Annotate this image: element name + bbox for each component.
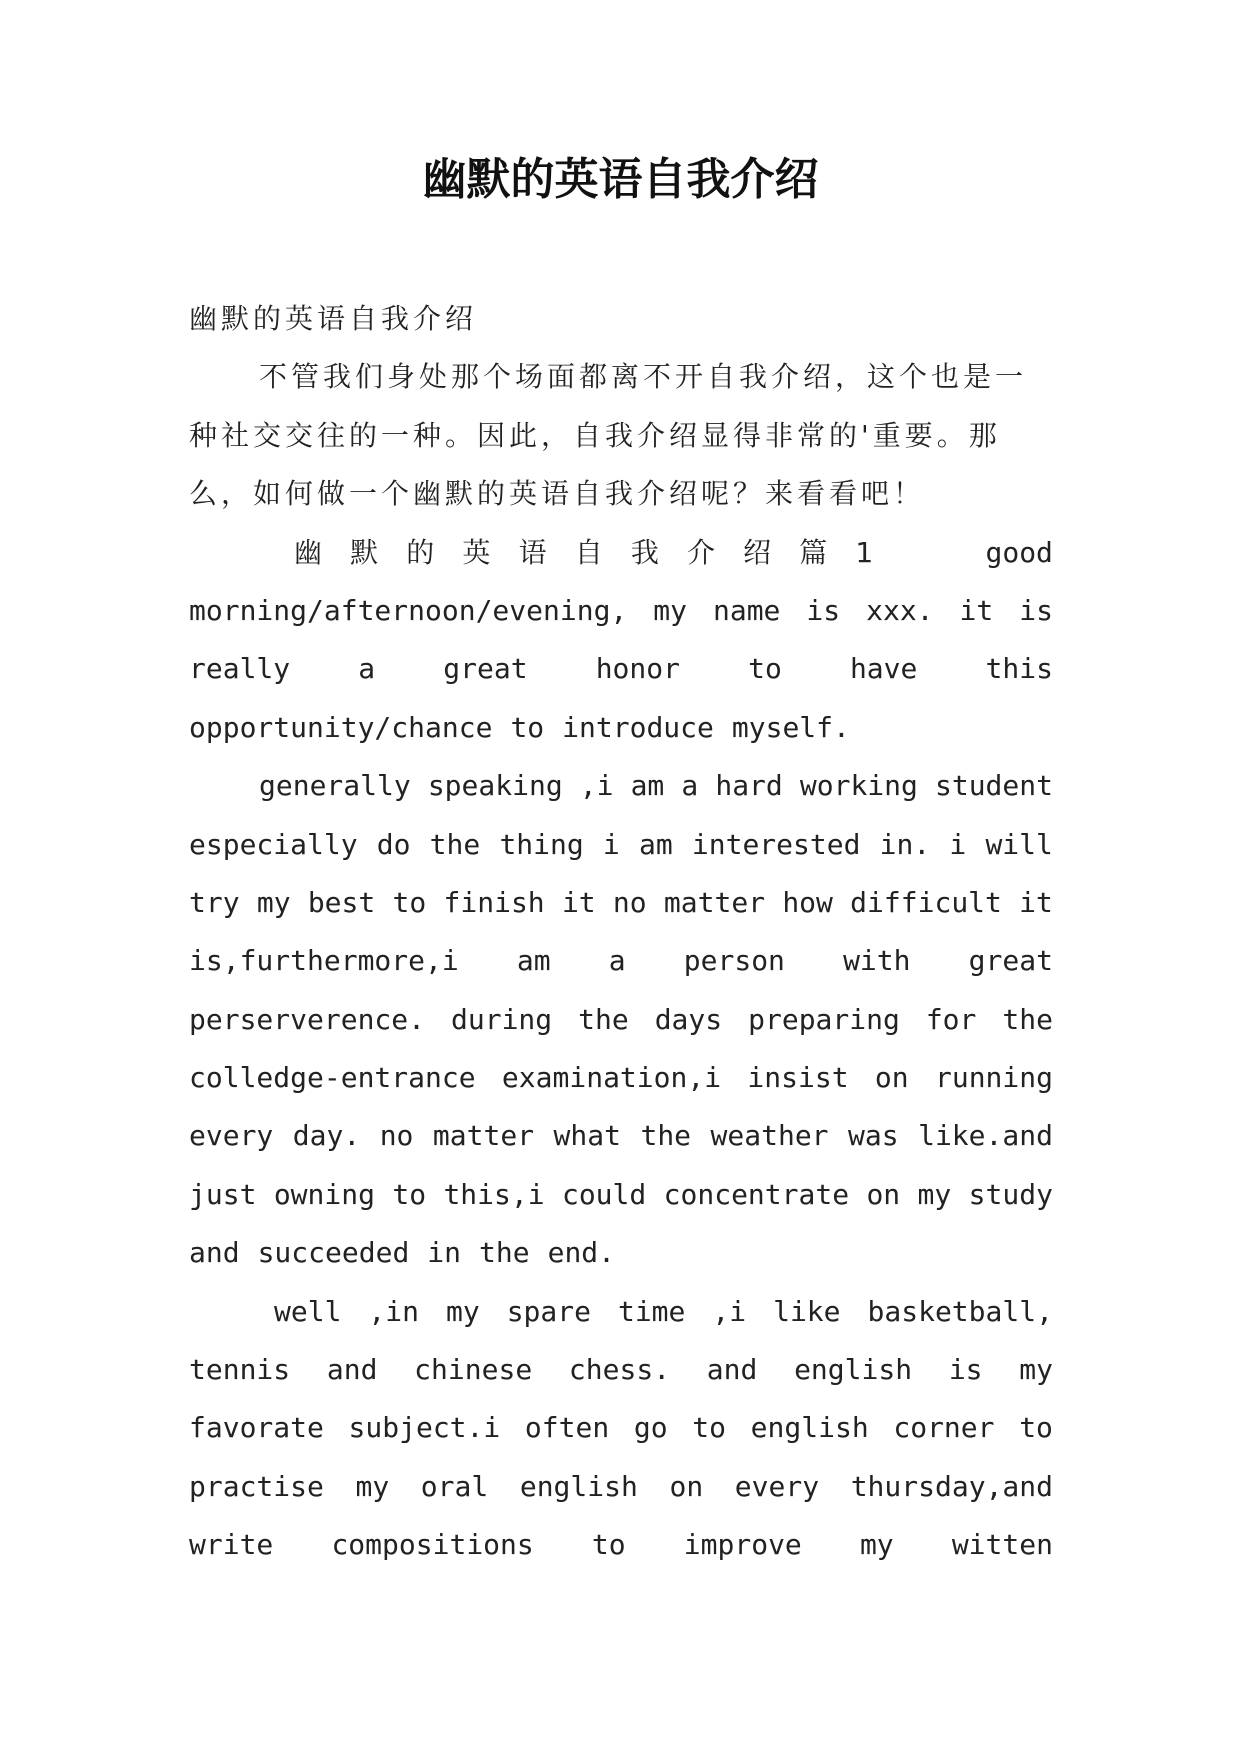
- word: is: [806, 593, 841, 627]
- section-heading-char: 的: [406, 535, 439, 569]
- word: am: [630, 769, 665, 803]
- word: great: [443, 652, 528, 686]
- word: to: [392, 885, 427, 919]
- word: really: [189, 652, 291, 686]
- word: best: [307, 885, 376, 919]
- word: on: [874, 1061, 909, 1095]
- word: english: [750, 1411, 869, 1445]
- word: and: [189, 1236, 240, 1270]
- word: ,in: [368, 1294, 419, 1328]
- word: for: [925, 1002, 977, 1036]
- text-line: [189, 1399, 1053, 1457]
- word: succeeded: [257, 1236, 410, 1270]
- word: try: [189, 885, 240, 919]
- text-line: [189, 1166, 1053, 1224]
- word: the: [1002, 1002, 1053, 1036]
- word: speaking: [427, 769, 563, 803]
- text-line: [189, 1341, 1053, 1399]
- text-line: [189, 640, 1053, 698]
- word: preparing: [748, 1002, 900, 1036]
- section-heading-tail: good: [985, 535, 1053, 569]
- word: a: [608, 944, 626, 978]
- word: examination,i: [501, 1061, 722, 1095]
- word: it: [1019, 885, 1053, 919]
- text-line: [189, 1224, 1053, 1282]
- word: practise: [189, 1469, 324, 1503]
- word: no: [612, 885, 647, 919]
- word: and: [706, 1353, 758, 1387]
- word: it: [959, 593, 994, 627]
- word: finish: [443, 885, 545, 919]
- text-line: [189, 1107, 1053, 1165]
- word: in.: [879, 827, 931, 861]
- word: am: [516, 944, 551, 978]
- word: my: [355, 1469, 390, 1503]
- intro-text: 种社交交往的一种。因此，自我介绍显得非常的'重要。那: [189, 418, 1001, 452]
- word: honor: [595, 652, 680, 686]
- word: perserverence.: [189, 1002, 426, 1036]
- text-line: [189, 932, 1053, 990]
- section-heading-char: 幽: [294, 535, 327, 569]
- word: to: [591, 1528, 626, 1562]
- intro-text: 不管我们身处那个场面都离不开自我介绍，这个也是一: [259, 360, 1028, 394]
- word: will: [985, 827, 1053, 861]
- text-line: [189, 1516, 1053, 1574]
- word: basketball,: [867, 1294, 1053, 1328]
- document-body: [189, 290, 1053, 1575]
- text-line: [189, 1283, 1053, 1341]
- section-heading-line: [189, 524, 1053, 582]
- word: interested: [691, 827, 861, 861]
- word: compositions: [331, 1528, 534, 1562]
- word: thing: [499, 827, 584, 861]
- word: i: [602, 827, 620, 861]
- word: no: [379, 1119, 414, 1153]
- word: i: [949, 827, 967, 861]
- word: a: [358, 652, 376, 686]
- word: am: [638, 827, 673, 861]
- word: the: [640, 1119, 692, 1153]
- word: end.: [547, 1236, 616, 1270]
- word: person: [683, 944, 785, 978]
- word: it: [561, 885, 596, 919]
- word: like: [773, 1294, 841, 1328]
- word: could: [561, 1177, 647, 1211]
- word: hard: [715, 769, 783, 803]
- section-heading-char: 语: [518, 535, 551, 569]
- word: well: [274, 1294, 342, 1328]
- word: ,i: [579, 769, 614, 803]
- word: day.: [292, 1119, 361, 1153]
- word: during: [451, 1002, 553, 1036]
- word: working: [799, 769, 918, 803]
- text-line: [189, 1458, 1053, 1516]
- word: in: [427, 1236, 462, 1270]
- subtitle-line: [189, 290, 1053, 348]
- word: my: [1019, 1353, 1053, 1387]
- word: to: [510, 710, 545, 744]
- text-line: [189, 582, 1053, 640]
- word: to: [1019, 1411, 1053, 1445]
- paragraph-2: [189, 757, 1053, 1283]
- word: difficult: [850, 885, 1002, 919]
- word: how: [782, 885, 833, 919]
- word: this: [985, 652, 1053, 686]
- text-line: [189, 1049, 1053, 1107]
- word: my: [256, 885, 291, 919]
- word: is,furthermore,i: [189, 944, 459, 978]
- word: go: [633, 1411, 668, 1445]
- word: and: [326, 1353, 378, 1387]
- word: time: [617, 1294, 686, 1328]
- word: matter: [432, 1119, 535, 1153]
- word: xxx.: [866, 593, 934, 627]
- word: like.and: [918, 1119, 1053, 1153]
- intro-line: [189, 407, 1053, 465]
- subtitle: 幽默的英语自我介绍: [189, 302, 478, 335]
- word: write: [189, 1528, 274, 1562]
- word: favorate: [189, 1411, 324, 1445]
- word: myself.: [731, 710, 850, 744]
- word: to: [748, 652, 782, 686]
- word: my: [917, 1177, 952, 1211]
- word: is: [948, 1353, 983, 1387]
- word: corner: [893, 1411, 995, 1445]
- word: english: [794, 1353, 913, 1387]
- word: colledge-entrance: [189, 1061, 476, 1095]
- word: with: [843, 944, 911, 978]
- word: often: [524, 1411, 610, 1445]
- word: chinese: [414, 1353, 533, 1387]
- word: student: [934, 769, 1053, 803]
- document-title: 幽默的英语自我介绍: [422, 154, 819, 205]
- text-line: [189, 874, 1053, 932]
- word: on: [669, 1469, 704, 1503]
- section-heading-char: 默: [350, 535, 383, 569]
- word: have: [849, 652, 918, 686]
- word: english: [519, 1469, 638, 1503]
- section-heading-char: 英: [462, 535, 495, 569]
- word: weather: [710, 1119, 829, 1153]
- word: spare: [506, 1294, 591, 1328]
- word: what: [553, 1119, 621, 1153]
- text-line: [189, 991, 1053, 1049]
- word: opportunity/chance: [189, 710, 493, 744]
- word: running: [934, 1061, 1053, 1095]
- word: to: [692, 1411, 726, 1445]
- word: do: [376, 827, 411, 861]
- word: name: [712, 593, 781, 627]
- paragraph-3: [189, 1283, 1053, 1575]
- word: chess.: [568, 1353, 671, 1387]
- word: to: [392, 1177, 427, 1211]
- word: owning: [273, 1177, 375, 1211]
- text-line: [189, 699, 1053, 757]
- word: the: [578, 1002, 629, 1036]
- word: insist: [747, 1061, 849, 1095]
- word: thursday,and: [850, 1469, 1053, 1503]
- word: this,i: [443, 1177, 545, 1211]
- word: great: [968, 944, 1053, 978]
- word: generally: [259, 769, 411, 803]
- word: is: [1019, 593, 1053, 627]
- text-line: [189, 816, 1053, 874]
- intro-line: [189, 348, 1053, 406]
- word: improve: [683, 1528, 802, 1562]
- word: introduce: [562, 710, 714, 744]
- word: morning/afternoon/evening,: [189, 593, 628, 627]
- word: was: [848, 1119, 899, 1153]
- section-heading-char: 自: [574, 535, 607, 569]
- word: especially: [189, 827, 358, 861]
- word: on: [866, 1177, 901, 1211]
- word: my: [445, 1294, 480, 1328]
- word: witten: [951, 1528, 1053, 1562]
- word: every: [734, 1469, 820, 1503]
- word: study: [968, 1177, 1053, 1211]
- intro-text: 么，如何做一个幽默的英语自我介绍呢？来看看吧！: [189, 477, 926, 511]
- section-heading-char: 我: [630, 535, 663, 569]
- paragraph-1: [189, 582, 1053, 757]
- word: tennis: [189, 1353, 291, 1387]
- section-heading-char: 篇: [799, 535, 832, 569]
- section-heading-char: 绍: [743, 535, 776, 569]
- word: matter: [663, 885, 766, 919]
- section-heading-char: 介: [686, 535, 719, 569]
- word: just: [189, 1177, 257, 1211]
- word: my: [653, 593, 687, 627]
- word: the: [479, 1236, 530, 1270]
- section-heading-char: 1: [855, 535, 878, 569]
- word: every: [189, 1119, 274, 1153]
- word: ,i: [712, 1294, 747, 1328]
- intro-line: [189, 465, 1053, 523]
- text-line: [189, 757, 1053, 815]
- word: concentrate: [663, 1177, 850, 1211]
- word: oral: [420, 1469, 489, 1503]
- word: subject.i: [348, 1411, 501, 1445]
- word: my: [859, 1528, 894, 1562]
- word: days: [654, 1002, 723, 1036]
- word: a: [681, 769, 699, 803]
- word: the: [429, 827, 481, 861]
